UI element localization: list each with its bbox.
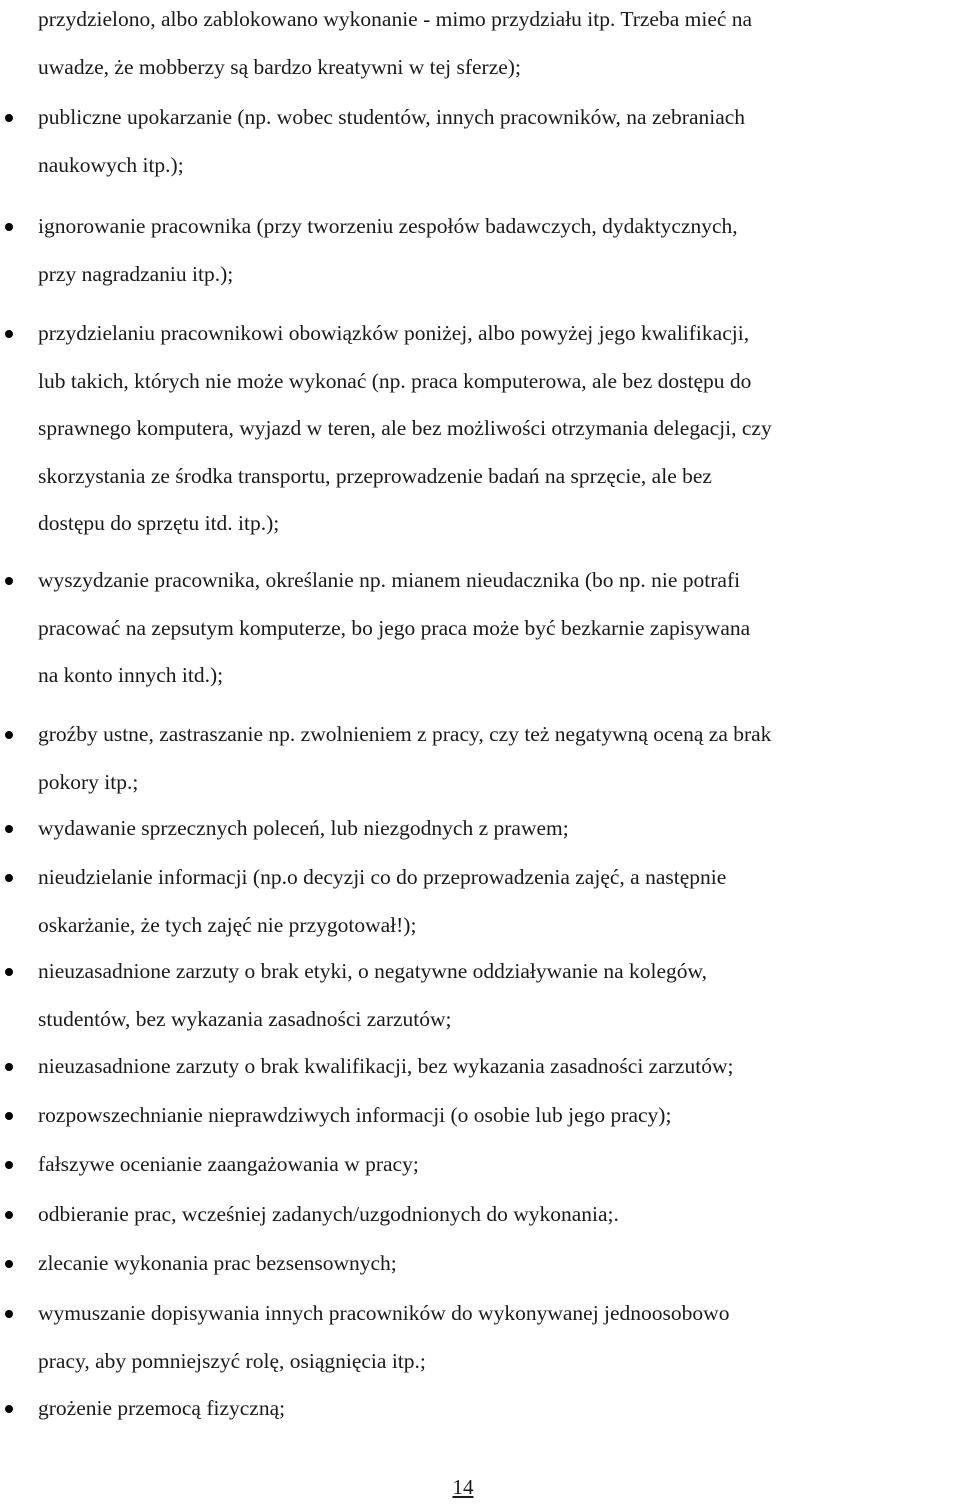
text-line: studentów, bez wykazania zasadności zarzutów; xyxy=(38,1006,452,1031)
text-line: groźby ustne, zastraszanie np. zwolnieniem z pracy, czy też negatywną oceną za brak xyxy=(38,722,772,746)
text-line: fałszywe ocenianie zaangażowania w pracy; xyxy=(38,1152,419,1176)
list-item xyxy=(38,1385,285,1433)
text-line: oskarżanie, że tych zajęć nie przygotował!); xyxy=(38,912,417,937)
list-item xyxy=(38,805,569,853)
text-line: rozpowszechnianie nieprawdziwych informacji (o osobie lub jego pracy); xyxy=(38,1103,672,1127)
list-item xyxy=(38,557,750,700)
text-line: grożenie przemocą fizyczną; xyxy=(38,1396,286,1420)
text-line: przydzielaniu pracownikowi obowiązków poniżej, albo powyżej jego kwalifikacji, xyxy=(38,321,750,345)
text-line: przydzielono, albo zablokowano wykonanie - mimo przydziału itp. Trzeba mieć na xyxy=(38,7,753,31)
list-item xyxy=(38,94,745,189)
list-item xyxy=(38,711,771,806)
text-line: wymuszanie dopisywania innych pracowników do wykonywanej jednoosobowo xyxy=(38,1301,730,1325)
page-number: 14 xyxy=(452,1475,474,1499)
text-line: uwadze, że mobberzy są bardzo kreatywni w tej sferze); xyxy=(38,54,521,79)
text-line: lub takich, których nie może wykonać (np. praca komputerowa, ale bez dostępu do xyxy=(38,368,752,393)
list-item xyxy=(38,1092,671,1140)
list-item xyxy=(38,1141,419,1189)
list-item xyxy=(38,1240,397,1288)
bullet-icon xyxy=(5,968,13,976)
list-item xyxy=(38,948,707,1043)
bullet-icon xyxy=(5,1112,13,1120)
list-item xyxy=(38,854,726,949)
text-line: nieudzielanie informacji (np.o decyzji co do przeprowadzenia zajęć, a następnie xyxy=(38,865,727,889)
text-line: pokory itp.; xyxy=(38,769,139,794)
text-line: nieuzasadnione zarzuty o brak etyki, o negatywne oddziaływanie na kolegów, xyxy=(38,959,708,983)
text-line: dostępu do sprzętu itd. itp.); xyxy=(38,511,280,535)
bullet-icon xyxy=(5,330,13,338)
text-line: na konto innych itd.); xyxy=(38,663,224,687)
continuation-paragraph xyxy=(38,0,752,91)
text-line: odbieranie prac, wcześniej zadanych/uzgodnionych do wykonania;. xyxy=(38,1202,619,1226)
text-line: zlecanie wykonania prac bezsensownych; xyxy=(38,1251,397,1275)
text-line: przy nagradzaniu itp.); xyxy=(38,261,234,286)
text-line: publiczne upokarzanie (np. wobec studentów, innych pracowników, na zebraniach xyxy=(38,105,746,129)
list-item xyxy=(38,203,738,298)
bullet-icon xyxy=(5,1310,13,1318)
text-line: pracować na zepsutym komputerze, bo jego praca może być bezkarnie zapisywana xyxy=(38,615,751,640)
list-item xyxy=(38,310,772,548)
text-line: sprawnego komputera, wyjazd w teren, ale bez możliwości otrzymania delegacji, czy xyxy=(38,416,772,440)
bullet-icon xyxy=(5,1260,13,1268)
text-line: wyszydzanie pracownika, określanie np. mianem nieudacznika (bo np. nie potrafi xyxy=(38,568,741,592)
text-line: skorzystania ze środka transportu, przeprowadzenie badań na sprzęcie, ale bez xyxy=(38,463,712,488)
bullet-icon xyxy=(5,825,13,833)
text-line: pracy, aby pomniejszyć rolę, osiągnięcia itp.; xyxy=(38,1348,426,1373)
list-item xyxy=(38,1043,733,1091)
text-line: wydawanie sprzecznych poleceń, lub niezgodnych z prawem; xyxy=(38,816,569,840)
bullet-icon xyxy=(5,1161,13,1169)
bullet-icon xyxy=(5,874,13,882)
bullet-icon xyxy=(5,577,13,585)
bullet-icon xyxy=(5,1063,13,1071)
list-item xyxy=(38,1191,619,1239)
bullet-icon xyxy=(5,1405,13,1413)
text-line: naukowych itp.); xyxy=(38,152,184,177)
list-item xyxy=(38,1290,729,1385)
bullet-icon xyxy=(5,114,13,122)
bullet-icon xyxy=(5,223,13,231)
text-line: nieuzasadnione zarzuty o brak kwalifikacji, bez wykazania zasadności zarzutów; xyxy=(38,1054,734,1078)
bullet-icon xyxy=(5,731,13,739)
text-line: ignorowanie pracownika (przy tworzeniu zespołów badawczych, dydaktycznych, xyxy=(38,214,738,238)
bullet-icon xyxy=(5,1211,13,1219)
